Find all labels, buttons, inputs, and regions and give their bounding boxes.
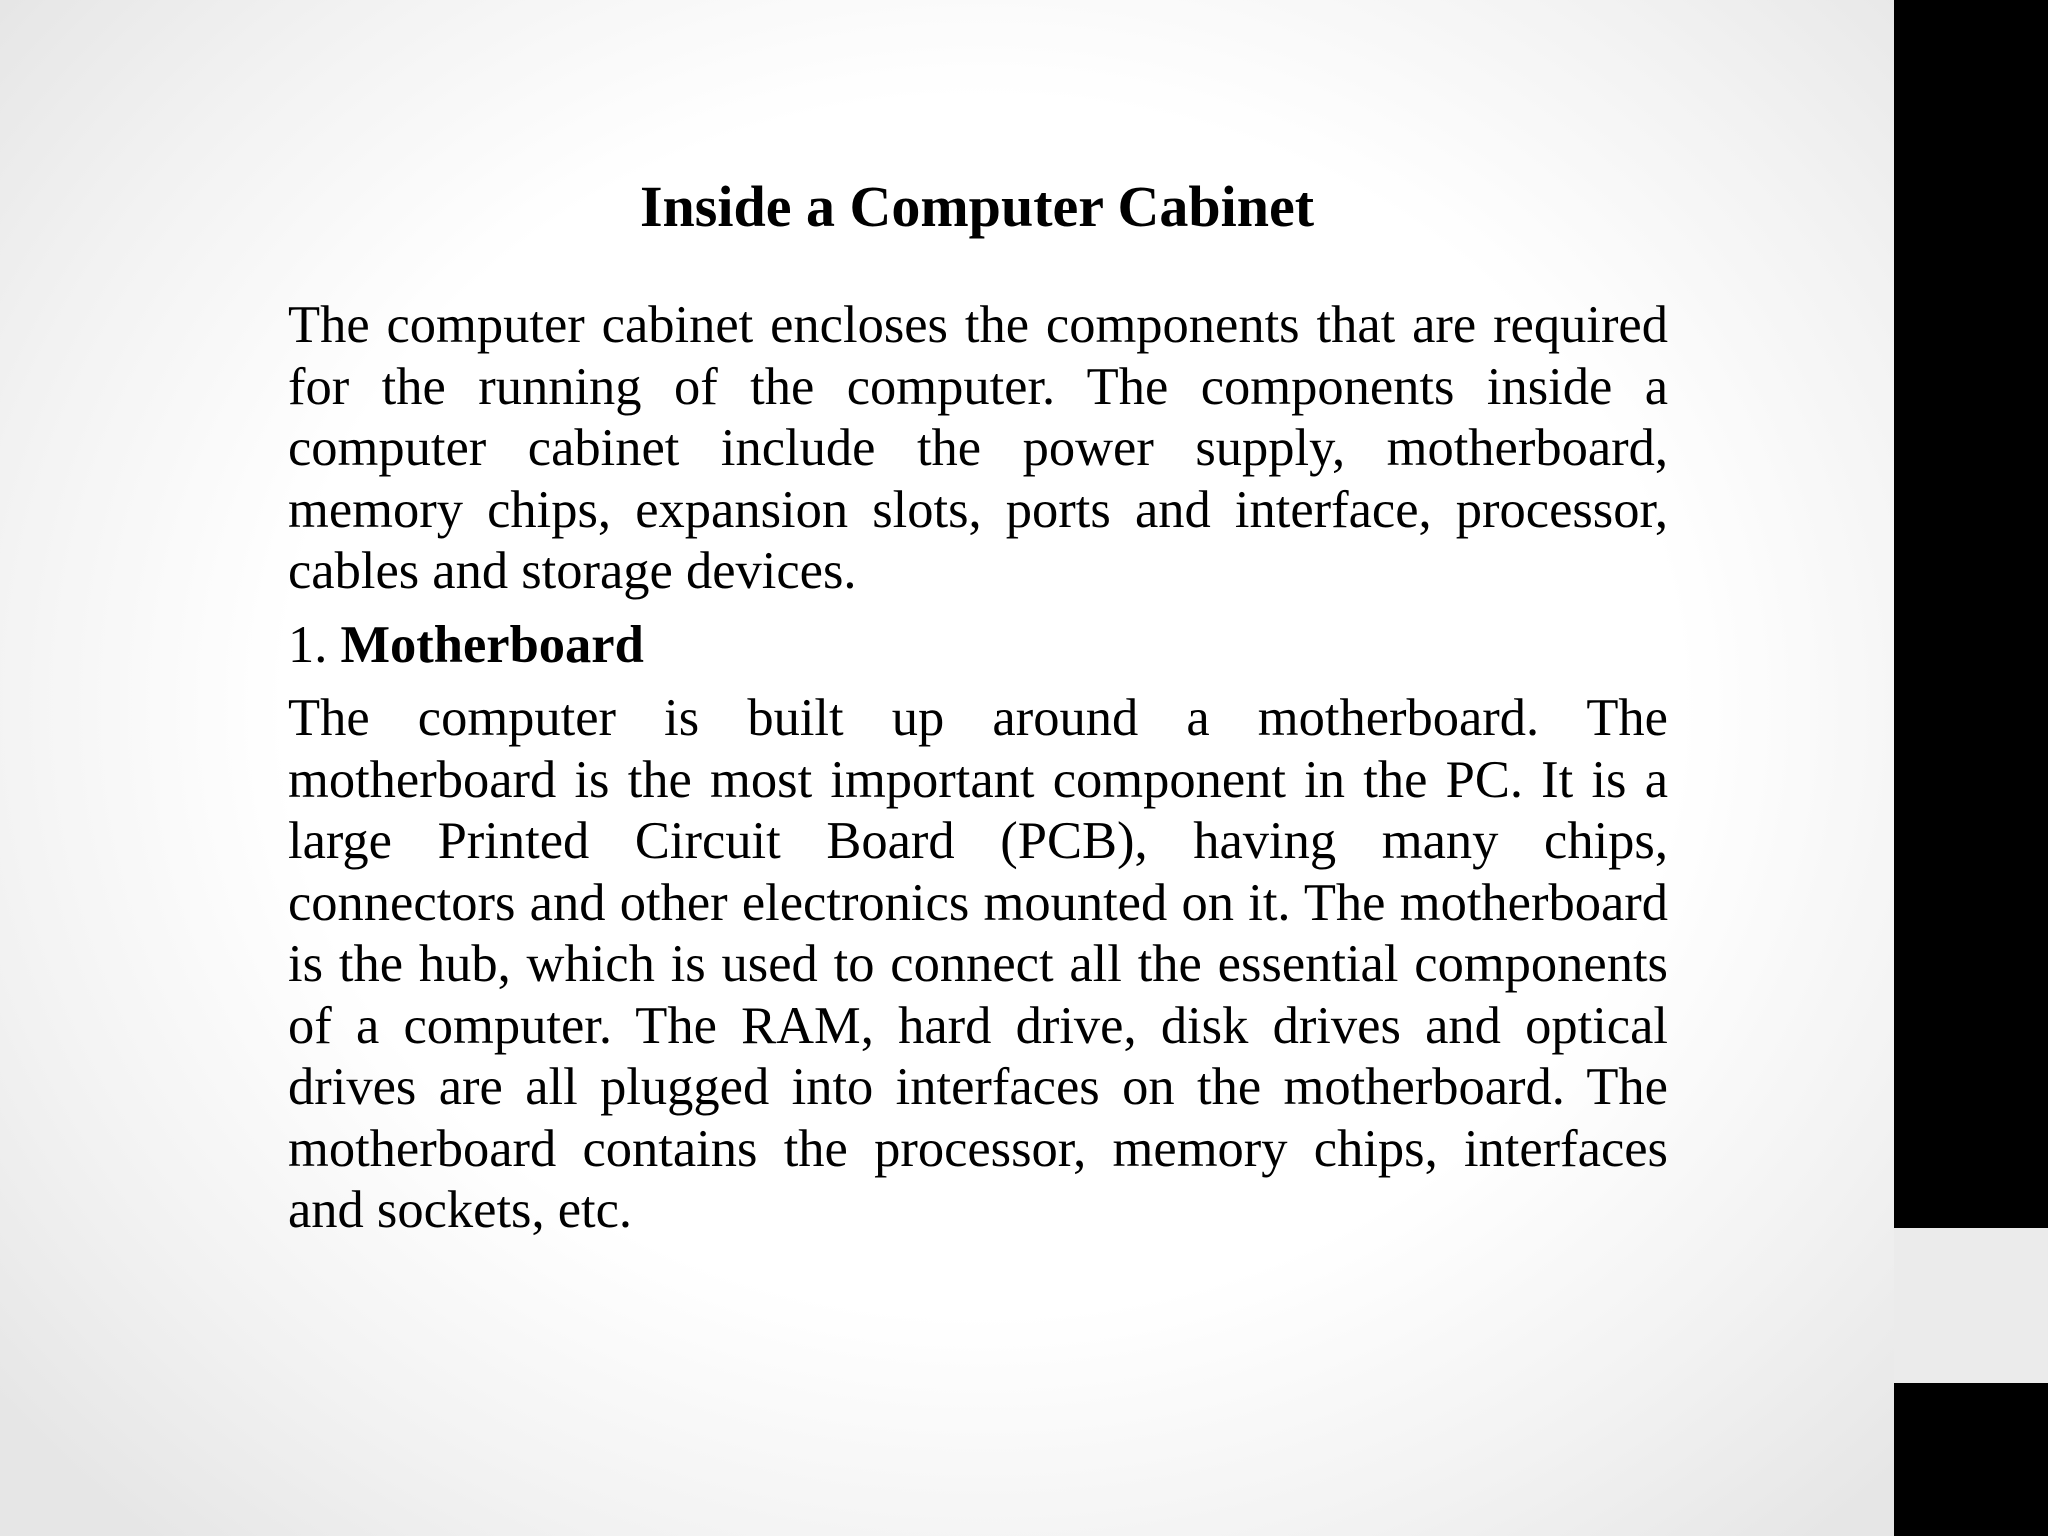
sidebar-decoration-bottom — [1894, 1383, 2048, 1536]
section-title: Motherboard — [340, 615, 644, 674]
section-heading — [288, 615, 1668, 677]
section-number: 1. — [288, 615, 328, 674]
slide-title: Inside a Computer Cabinet — [639, 174, 1315, 239]
sidebar-decoration-gap — [1894, 1228, 2048, 1383]
slide-content — [288, 295, 1668, 1242]
motherboard-paragraph: The computer is built up around a motherboard. The motherboard is the most important component in the PC. It is a large Printed Circuit Board (PCB), having many chips, connectors and other electronics mounted on it. The motherboard is the hub, which is used to connect all the essential components of a computer. The RAM, hard drive, disk drives and optical drives are all plugged into interfaces on the motherboard. The motherboard contains the processor, memory chips, interfaces and sockets, etc. — [288, 689, 1668, 1239]
intro-paragraph: The computer cabinet encloses the components that are required for the running of the computer. The components inside a computer cabinet include the power supply, motherboard, memory chips, expansion slots, ports and interface, processor, cables and storage devices. — [288, 296, 1668, 600]
